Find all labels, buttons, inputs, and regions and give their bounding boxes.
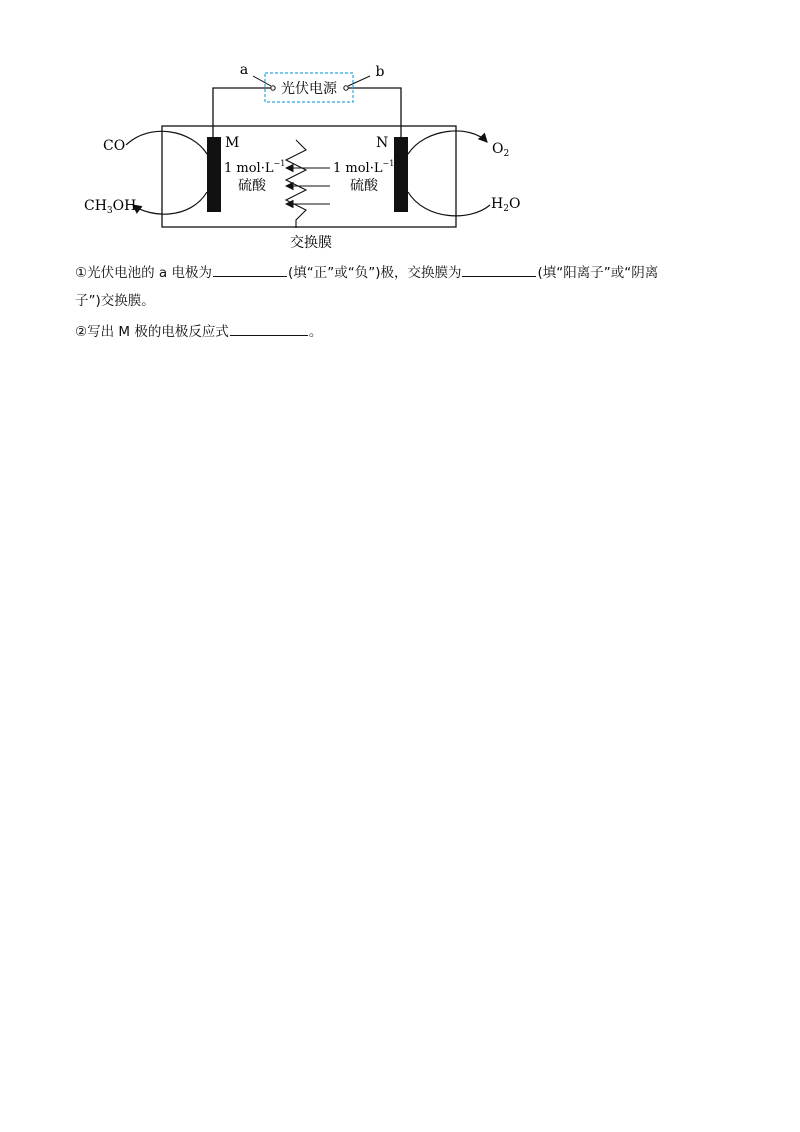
terminal-b-label: b	[375, 64, 385, 80]
exchange-membrane	[286, 140, 306, 228]
electrode-n	[394, 137, 408, 212]
terminal-a-circle	[271, 86, 275, 90]
answer-blank-equation[interactable]	[230, 321, 308, 336]
water-inflow-curve	[408, 192, 490, 216]
question-1-continuation: 子”)交换膜。	[75, 293, 155, 309]
electrode-m	[207, 137, 221, 212]
question-1-prefix: ①光伏电池的 a 电极为	[75, 265, 212, 281]
question-1-suffix: (填“阳离子”或“阴离	[537, 265, 659, 281]
question-line-2	[75, 291, 155, 311]
oxygen-label: $O_2$	[492, 141, 510, 159]
right-solution-label: 硫酸	[350, 178, 378, 194]
electrode-n-label: N	[376, 135, 389, 151]
electrolysis-cell-diagram	[0, 0, 800, 260]
question-line-3	[75, 321, 322, 342]
question-1-mid: (填“正”或“负”)极，交换膜为	[287, 265, 462, 281]
answer-blank-membrane[interactable]	[462, 262, 536, 277]
left-concentration-label: 1 $mol\cdot L^{-1}$	[224, 159, 286, 176]
question-2-suffix: 。	[308, 324, 323, 340]
electrode-m-label: M	[225, 135, 240, 151]
terminal-a-label: a	[239, 62, 249, 78]
terminal-b-circle	[344, 86, 348, 90]
answer-blank-electrode[interactable]	[213, 262, 287, 277]
electrolytic-cell	[162, 126, 456, 227]
left-wire	[213, 88, 272, 137]
terminal-b-lead	[348, 76, 370, 86]
methanol-outflow-curve	[133, 192, 207, 214]
question-line-1	[75, 262, 658, 283]
oxygen-outflow-curve	[408, 131, 487, 154]
right-wire	[347, 88, 401, 137]
co-inflow-curve	[126, 131, 207, 154]
methanol-label: $CH_3OH$	[84, 198, 137, 216]
co-label: CO	[103, 138, 126, 154]
left-solution-label: 硫酸	[238, 178, 266, 194]
power-source-label: 光伏电源	[281, 81, 337, 97]
membrane-label: 交换膜	[290, 235, 332, 251]
water-label: $H_2O$	[491, 196, 521, 214]
terminal-a-lead	[253, 76, 271, 86]
right-concentration-label: 1 $mol\cdot L^{-1}$	[333, 159, 395, 176]
question-2-prefix: ②写出 M 极的电极反应式	[75, 324, 229, 340]
